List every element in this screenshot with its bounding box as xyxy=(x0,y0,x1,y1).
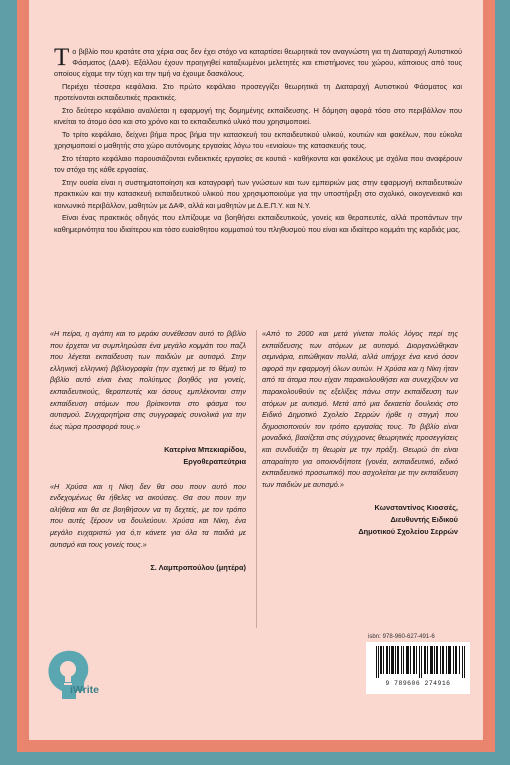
intro-paragraph-7: Είναι ένας πρακτικός οδηγός που ελπίζουμε να βοηθήσει εκπαιδευτικούς, γονείς και θεραπευτές, αλλά προπάντων την καθημερινότητα του ιδιαίτερου και τόσο ευαίσθητου κομματιού του πληθυσμού που είναι και ιδιαίτερο κομμάτι της καρδιάς μας. xyxy=(54,213,462,234)
intro-paragraph-2: Περιέχει τέσσερα κεφάλαια. Στο πρώτο κεφάλαιο προσεγγίζει θεωρητικά τη Διαταραχή Αυτιστικού Φάσματος και προτείνονται εκπαιδευτικές πρακτικές. xyxy=(54,82,462,103)
left-testimonials xyxy=(50,328,246,574)
intro-paragraph-3: Στο δεύτερο κεφάλαιο αναλύεται η εφαρμογή της δομημένης εκπαίδευσης. Η δόμηση αφορά τόσο στο περιβάλλον που κινείται το άτομο όσο και στο χρόνο και το εκπαιδευτικό υλικό που χρησιμοποιεί. xyxy=(54,106,462,127)
intro-paragraph-1 xyxy=(54,46,462,80)
intro-paragraph-5: Στο τέταρτο κεφάλαιο παρουσιάζονται ενδεικτικές εργασίες σε κουτιά - καθήκοντα και φακέλους με σχόλια που αναφέρουν τον στόχο της κάθε εργασίας. xyxy=(54,154,462,175)
testimonial-author-2: Σ. Λαμπροπούλου (μητέρα) xyxy=(150,563,246,573)
testimonial-role-3b: Δημοτικού Σχολείου Σερρών xyxy=(358,526,458,536)
publisher-logo-text: iWrite xyxy=(70,684,99,696)
testimonial-author-1: Κατερίνα Μπεκιαρίδου, xyxy=(164,445,246,455)
testimonial-quote-3: «Από το 2000 και μετά γίνεται πολύς λόγος περί της εκπαίδευσης των ατόμων με αυτισμό. Διοργανώθηκαν σεμινάρια, ειπώθηκαν πολλά, αλλά υπήρχε ένα κενό όσον αφορά την εφαρμογή όλων αυτών. Η Χρύσα και η Νίκη ήταν από τα άτομα που είχαν παρακολουθήσει και συνεχίζουν να παρακολουθούν τις εξελίξεις πάνω στην εκπαίδευση των ατόμων με αυτισμό. Μετά από μια δεκαετία δουλειάς στο Ειδικό Δημοτικό Σχολείο Σερρών ήρθε η στιγμή που δημοσιοποιούν τον τρόπο εργασίας τους. Το βιβλίο είναι μοναδικό, βασίζεται στις σύγχρονες θεωρητικές προσεγγίσεις και συνδυάζει τη θεωρία με την πράξη. Θεωρώ ότι είναι απαραίτητο για οποιονδήποτε (γονέα, εκπαιδευτικό, ειδικό εκπαιδευτικό προσωπικό) που ασχολείται με την εκπαίδευση των παιδιών με αυτισμό.» xyxy=(262,329,458,489)
intro-text xyxy=(54,46,462,236)
barcode-digits: 9 789606 274916 xyxy=(385,680,451,687)
right-testimonial xyxy=(262,328,458,537)
testimonial-author-3: Κωνσταντίνος Κιοσσές, xyxy=(374,503,458,513)
isbn-label: isbn: 978-960-627-491-6 xyxy=(368,633,435,640)
head-lightbulb-logo-icon xyxy=(42,645,102,709)
column-divider xyxy=(256,330,257,628)
barcode-icon xyxy=(376,646,466,678)
intro-paragraph-4: Το τρίτο κεφάλαιο, δείχνει βήμα προς βήμα την κατασκευή του εκπαιδευτικού υλικού, κουτιών και φακέλων, που εύκολα χρησιμοποιεί ο μαθητής στο χώρο αυτόνομης εργασίας λόγω του «ενιαίου» της κατασκευής τους. xyxy=(54,130,462,151)
testimonial-role-3a: Διευθυντής Ειδικού xyxy=(390,514,458,524)
drop-cap: Τ xyxy=(54,44,70,71)
testimonial-quote-1: «Η πείρα, η αγάπη και το μεράκι συνέθεσαν αυτό το βιβλίο που έρχεται να συμπληρώσει ένα μεγάλο κομμάτι του παζλ που λέγεται εκπαίδευση των παιδιών με αυτισμό. Στην ελληνική ελληνική βιβλιογραφία (την σχετική με το θέμα) το βιβλίο αυτό είναι ένας πολύτιμος βοηθός για γονείς, εκπαιδευτικούς, θεραπευτές και όσους εμπλέκονται στην εκπαίδευση ατόμων που βρίσκονται στο φάσμα του αυτισμού. Συγχαρητήρια στις συγγραφείς συνολικά για την έως τώρα προσφορά τους.» xyxy=(50,329,246,431)
intro-paragraph-1-text: ο βιβλίο που κρατάτε στα χέρια σας δεν έχει στόχο να καταρτίσει θεωρητικά τον αναγνώστη για τη Διαταραχή Αυτιστικού Φάσματος (ΔΑΦ). Εξάλλου έχουν προηγηθεί καταξιωμένοι μελετητές και επιστήμονες του χώρου, κάποιους από τους οποίους είχαμε την τύχη και την τιμή να έχουμε δασκάλους. xyxy=(54,47,462,79)
intro-paragraph-6: Στην ουσία είναι η συστηματοποίηση και καταγραφή των γνώσεων και των εμπειριών μας στην εφαρμογή εκπαιδευτικών πρακτικών και την κατασκευή εκπαιδευτικού υλικού που χρησιμοποιούμε για την υποστήριξη στο σχολικό, οικογενειακό και κοινωνικό περιβάλλον, μαθητών με ΔΑΦ, αλλά και μαθητών με Δ.Ε.Π.Υ. και Ν.Υ. xyxy=(54,178,462,210)
testimonial-quote-2: «Η Χρύσα και η Νίκη δεν θα σου πουν αυτό που ενδεχομένως θα ήθελες να ακούσεις. Θα σου πουν την αλήθεια και θα σε βοηθήσουν να τη δεχτείς, με τον τρόπο που αυτές ξέρουν να δουλεύουν. Χρύσα και Νίκη, ένα μεγάλο ευχαριστώ για ό,τι κάνετε για όλα τα παιδιά με αυτισμό και τους γονείς τους.» xyxy=(50,481,246,549)
testimonial-role-1: Εργοθεραπεύτρια xyxy=(183,456,246,466)
barcode xyxy=(366,642,470,694)
